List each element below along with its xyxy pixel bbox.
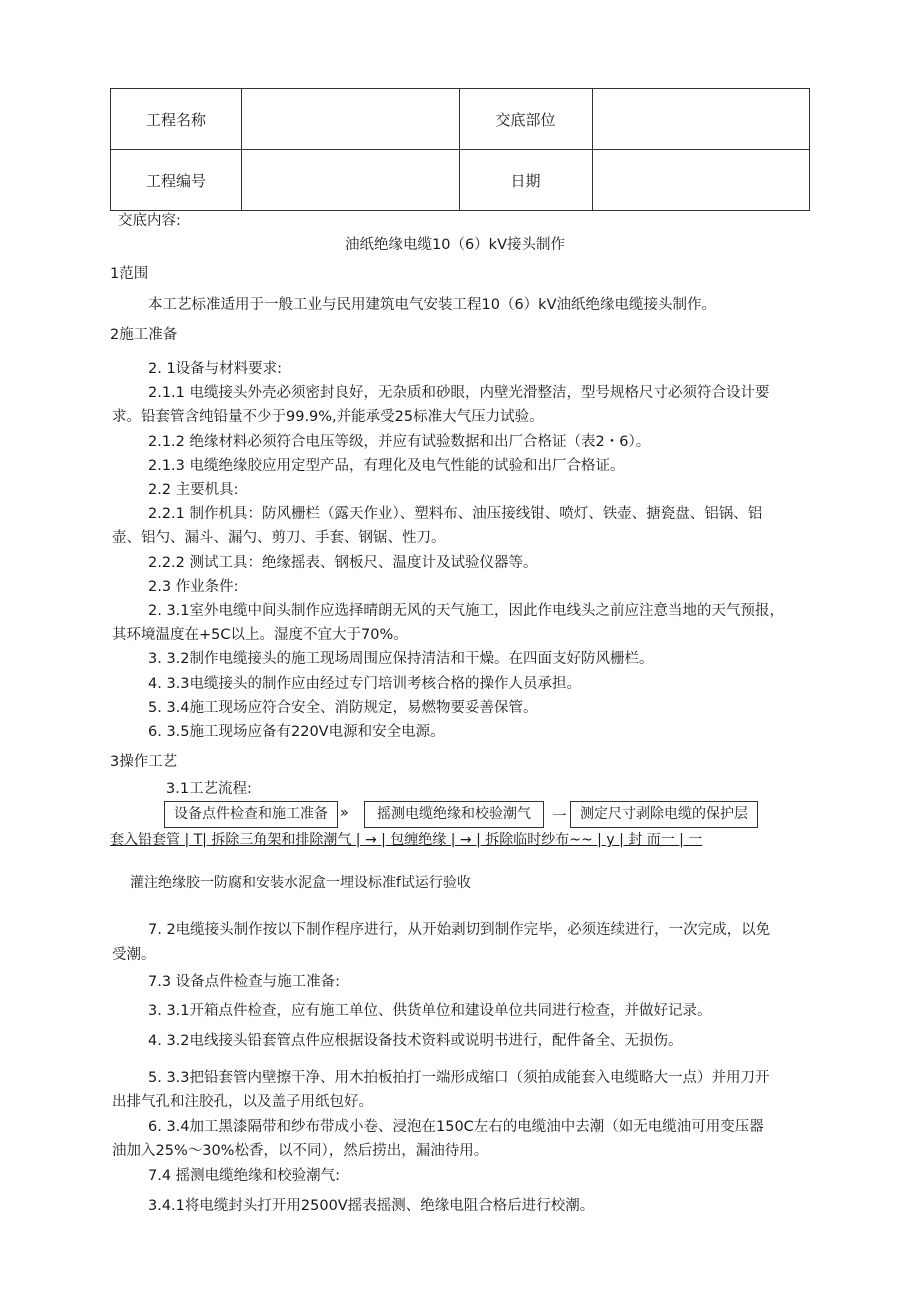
s2-line-6a: 2.2.1 制作机具：防风栅栏（露天作业）、塑料布、油压接线钳、喷灯、铁壶、搪瓷盘、铝锅、铝 [148, 506, 763, 522]
s3-p8: 3.4.1将电缆封头打开用2500V摇表摇测、绝缘电阻合格后进行校潮。 [148, 1198, 595, 1214]
flow-row-2: 套入铅套管 | T| 拆除三角架和排除潮气 | → | 包缠绝缘 | → | 拆除临时纱布~~ | y | 封 而一 | 一 [110, 832, 703, 848]
s3-p7: 7.4 摇测电缆绝缘和校验潮气: [148, 1168, 341, 1184]
s3-p6b: 油加入25%～30%松香，以不同），然后捞出，漏油待用。 [112, 1143, 489, 1159]
handover-part-label: 交底部位 [459, 89, 592, 150]
date-label: 日期 [459, 150, 592, 211]
flow-row-3: 灌注绝缘胶一防腐和安装水泥盒一埋设标准f试运行验收 [130, 875, 471, 891]
project-name-value [242, 89, 459, 150]
project-number-label: 工程编号 [111, 150, 242, 211]
s3-p1b: 受潮。 [112, 947, 156, 963]
s2-line-2b: 求。铅套管含纯铅量不少于99.9%,并能承受25标准大气压力试验。 [112, 409, 544, 425]
flow-dash: 一 [552, 809, 567, 825]
s2-line-7: 2.2.2 测试工具：绝缘摇表、钢板尺、温度计及试验仪器等。 [148, 555, 538, 571]
flow-box-1: 设备点件检查和施工准备 [164, 801, 338, 828]
s3-p5a: 5. 3.3把铅套管内壁擦干净、用木拍板拍打一端形成缩口（须拍成能套入电缆略大一点）并用刀开 [148, 1070, 770, 1086]
s2-line-11: 4. 3.3电缆接头的制作应由经过专门培训考核合格的操作人员承担。 [148, 676, 582, 692]
s3-p2: 7.3 设备点件检查与施工准备: [148, 974, 341, 990]
flow-arrow-1: » [340, 805, 349, 821]
s2-line-9b: 其环境温度在+5C以上。湿度不宜大于70%。 [112, 627, 408, 643]
s3-p1a: 7. 2电缆接头制作按以下制作程序进行，从开始剥切到制作完毕，必须连续进行，一次完成，以免 [148, 922, 771, 938]
project-number-value [242, 150, 459, 211]
s2-line-12: 5. 3.4施工现场应符合安全、消防规定，易燃物要妥善保管。 [148, 700, 538, 716]
section-3-heading: 3操作工艺 [110, 754, 178, 770]
s2-line-9a: 2. 3.1室外电缆中间头制作应选择晴朗无风的天气施工，因此作电线头之前应注意当地的天气预报， [148, 603, 784, 619]
s2-line-10: 3. 3.2制作电缆接头的施工现场周围应保持清洁和干燥。在四面支好防风栅栏。 [148, 651, 654, 667]
s3-p6a: 6. 3.4加工黑漆隔带和纱布带成小卷、浸泡在150C左右的电缆油中去潮（如无电缆油可用变压器 [148, 1119, 764, 1135]
s2-line-1: 2. 1设备与材料要求: [148, 361, 283, 377]
handover-part-value [592, 89, 809, 150]
s2-line-3: 2.1.2 绝缘材料必须符合电压等级，并应有试验数据和出厂合格证（表2・6）。 [148, 434, 651, 450]
flow-box-2: 摇测电缆绝缘和校验潮气 [364, 801, 544, 828]
content-label: 交底内容: [118, 213, 181, 229]
s2-line-6b: 壶、铝勺、漏斗、漏勺、剪刀、手套、钢锯、性刀。 [112, 530, 446, 546]
s3-p3: 3. 3.1开箱点件检查，应有施工单位、供货单位和建设单位共同进行检查，并做好记录。 [148, 1003, 712, 1019]
s2-line-4: 2.1.3 电缆绝缘胶应用定型产品，有理化及电气性能的试验和出厂合格证。 [148, 458, 625, 474]
s3-p4: 4. 3.2电线接头铅套管点件应根据设备技术资料或说明书进行，配件备全、无损伤。 [148, 1033, 683, 1049]
document-title: 油纸绝缘电缆10（6）kV接头制作 [345, 237, 565, 253]
info-table [110, 88, 810, 211]
section-1-text: 本工艺标准适用于一般工业与民用建筑电气安装工程10（6）kV油纸绝缘电缆接头制作。 [148, 297, 716, 313]
s2-line-8: 2.3 作业条件: [148, 579, 239, 595]
date-value [592, 150, 809, 211]
project-name-label: 工程名称 [111, 89, 242, 150]
flow-box-3: 测定尺寸剥除电缆的保护层 [570, 801, 758, 828]
s2-line-5: 2.2 主要机具: [148, 482, 239, 498]
section-2-heading: 2施工准备 [110, 327, 178, 343]
s2-line-2a: 2.1.1 电缆接头外壳必须密封良好，无杂质和砂眼，内壁光滑整洁，型号规格尺寸必须符合设计要 [148, 385, 770, 401]
s2-line-13: 6. 3.5施工现场应备有220V电源和安全电源。 [148, 724, 445, 740]
flow-label: 3.1工艺流程: [166, 781, 252, 797]
s3-p5b: 出排气孔和注胶孔，以及盖子用纸包好。 [112, 1094, 373, 1110]
section-1-heading: 1范围 [110, 266, 149, 282]
